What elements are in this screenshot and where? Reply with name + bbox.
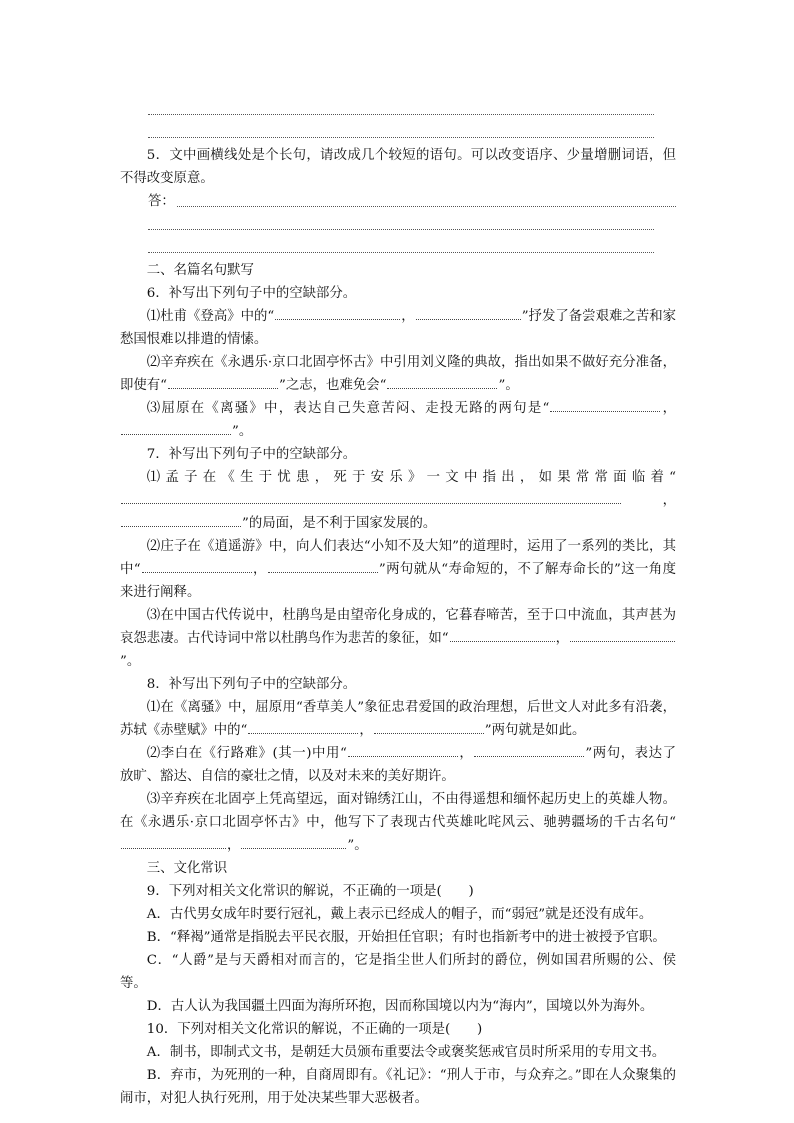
fill-blank[interactable] bbox=[474, 742, 584, 757]
q9-option-a[interactable]: A．古代男女成年时要行冠礼，戴上表示已经成人的帽子，而“弱冠”就是还没有成年。 bbox=[146, 907, 653, 922]
answer-line bbox=[175, 190, 676, 213]
fill-blank[interactable] bbox=[168, 374, 278, 389]
answer-label: 答： bbox=[148, 194, 175, 209]
fill-blank[interactable] bbox=[268, 558, 378, 573]
fill-blank[interactable] bbox=[275, 305, 400, 320]
q6-item-3: ⑶屈原在《离骚》中，表达自己失意苦闷、走投无路的两句是“ ，”。 bbox=[120, 397, 676, 443]
question-6: 6．补写出下列句子中的空缺部分。 bbox=[146, 286, 357, 301]
answer-line bbox=[120, 213, 676, 236]
fill-blank[interactable] bbox=[550, 397, 660, 412]
answer-line bbox=[120, 121, 676, 144]
q8-item-1: ⑴在《离骚》中，屈原用“香草美人”象征忠君爱国的政治理想，后世文人对此多有沿袭，苏轼《赤壁赋》中的“ ， ”两句就是如此。 bbox=[120, 700, 676, 738]
fill-blank[interactable] bbox=[450, 627, 555, 642]
question-8: 8．补写出下列句子中的空缺部分。 bbox=[146, 677, 357, 692]
document-page bbox=[120, 98, 676, 1110]
q9-option-c[interactable]: C．“人爵”是与天爵相对而言的，它是指尘世人们所封的爵位，例如国君所赐的公、侯等。 bbox=[120, 953, 676, 991]
q10-option-a[interactable]: A．制书，即制式文书，是朝廷大员颁布重要法令或褒奖惩戒官员时所采用的专用文书。 bbox=[146, 1045, 666, 1060]
q6-item-1: ⑴杜甫《登高》中的“ ， ”抒发了备尝艰难之苦和家愁国恨难以排遣的情愫。 bbox=[120, 305, 676, 351]
q7-item-2: ⑵庄子在《逍遥游》中，向人们表达“小知不及大知”的道理时，运用了一系列的类比，其中“ ， ”两句就从“寿命短的，不了解寿命长的”这一角度来进行阐释。 bbox=[120, 539, 676, 600]
question-10: 10．下列对相关文化常识的解说，不正确的一项是( ) bbox=[146, 1022, 483, 1037]
q9-option-b[interactable]: B．“释褐”通常是指脱去平民衣服，开始担任官职；有时也指新考中的进士被授予官职。 bbox=[146, 930, 666, 945]
q7-item-1: ⑴孟子在《生于忧患，死于安乐》一文中指出，如果常常面临着“，”的局面，是不利于国家发展的。 bbox=[120, 466, 676, 535]
fill-blank[interactable] bbox=[121, 512, 241, 527]
fill-blank[interactable] bbox=[570, 627, 675, 642]
answer-area bbox=[120, 190, 676, 213]
question-7: 7．补写出下列句子中的空缺部分。 bbox=[146, 447, 357, 462]
fill-blank[interactable] bbox=[121, 420, 231, 435]
fill-blank[interactable] bbox=[387, 374, 497, 389]
fill-blank[interactable] bbox=[348, 742, 458, 757]
fill-blank[interactable] bbox=[142, 558, 252, 573]
section-heading: 三、文化常识 bbox=[146, 861, 228, 876]
q8-item-3: ⑶辛弃疾在北固亭上凭高望远，面对锦绣江山，不由得遥想和缅怀起历史上的英雄人物。在《永遇乐·京口北固亭怀古》中，他写下了表现古代英雄叱咤风云、驰骋疆场的千古名句“， ”。 bbox=[120, 792, 676, 853]
q6-item-2: ⑵辛弃疾在《永遇乐·京口北固亭怀古》中引用刘义隆的典故，指出如果不做好充分准备，即使有“ ”之志，也难免会“ ”。 bbox=[120, 355, 676, 393]
fill-blank[interactable] bbox=[121, 489, 621, 504]
question-5: 5．文中画横线处是个长句，请改成几个较短的语句。可以改变语序、少量增删词语，但不得改变原意。 bbox=[120, 148, 676, 186]
question-9: 9．下列对相关文化常识的解说，不正确的一项是( ) bbox=[146, 884, 474, 899]
fill-blank[interactable] bbox=[248, 719, 358, 734]
answer-line bbox=[120, 98, 676, 121]
fill-blank[interactable] bbox=[121, 834, 226, 849]
q8-item-2: ⑵李白在《行路难》(其一)中用“ ， ”两句，表达了放旷、豁达、自信的豪壮之情，以及对未来的美好期许。 bbox=[120, 742, 676, 788]
fill-blank[interactable] bbox=[374, 719, 484, 734]
q7-item-3: ⑶在中国古代传说中，杜鹃鸟是由望帝化身成的，它暮春啼苦，至于口中流血，其声甚为哀怨悲凄。古代诗词中常以杜鹃鸟作为悲苦的象征，如“ ，”。 bbox=[120, 608, 676, 669]
fill-blank[interactable] bbox=[416, 305, 521, 320]
q10-option-b[interactable]: B．弃市，为死刑的一种，自商周即有。《礼记》：“刑人于市，与众弃之。”即在人众聚集的闹市，对犯人执行死刑，用于处决某些罪大恶极者。 bbox=[120, 1068, 676, 1106]
q9-option-d[interactable]: D．古人认为我国疆土四面为海所环抱，因而称国境以内为“海内”，国境以外为海外。 bbox=[146, 999, 654, 1014]
section-heading: 二、名篇名句默写 bbox=[146, 263, 254, 278]
answer-line bbox=[120, 236, 676, 259]
fill-blank[interactable] bbox=[241, 834, 346, 849]
